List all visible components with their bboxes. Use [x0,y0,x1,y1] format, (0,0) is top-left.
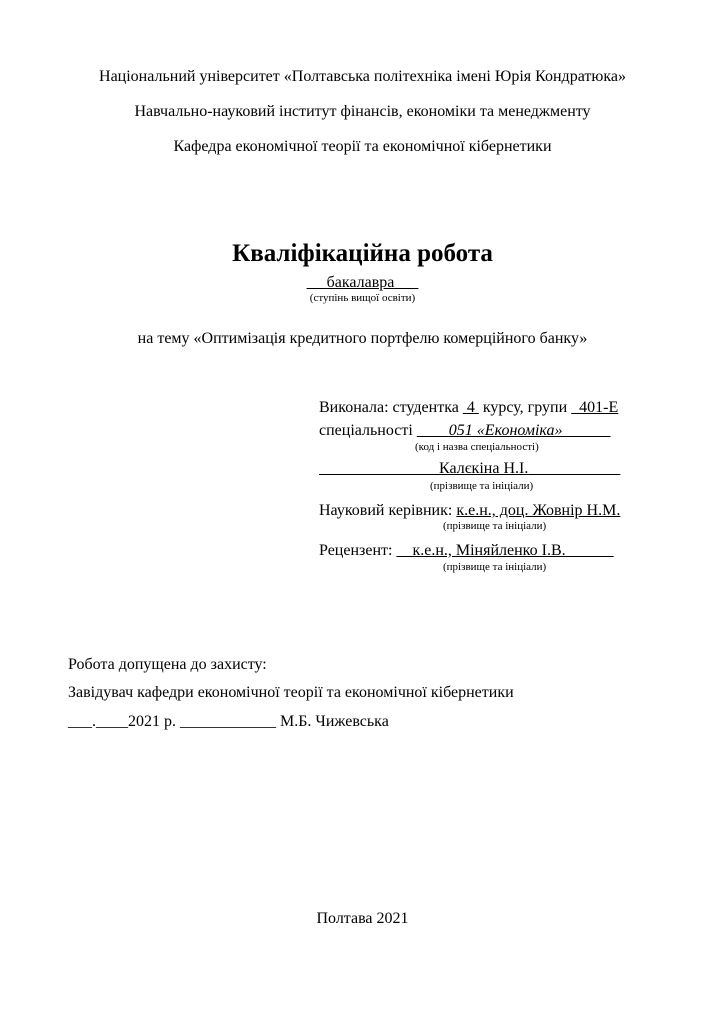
student-name-line [319,460,620,478]
specialty-value: 051 «Економіка» [448,422,563,439]
supervisor-label: Науковий керівник: [319,502,453,519]
supervisor-line [319,502,620,520]
degree-value: бакалавра [326,274,395,291]
department-head-name: М.Б. Чижевська [280,713,389,730]
reviewer-name: к.е.н., Міняйленко І.В. [412,542,566,559]
reviewer-caption: (прізвище та ініціали) [443,561,547,573]
university-name: Національний університет «Полтавська політехніка імені Юрія Кондратюка» [99,68,626,85]
degree [0,274,725,292]
approval-signature-line [68,713,389,731]
thesis-topic: на тему «Оптимізація кредитного портфелю комерційного банку» [137,330,588,347]
department-name: Кафедра економічної теорії та економічної кібернетики [173,138,552,155]
group-value: 401-Е [579,399,619,416]
approval-line-1: Робота допущена до захисту: [68,656,267,673]
student-label: Виконала: студентка [319,399,459,416]
specialty-line [319,422,611,440]
degree-caption: (ступінь вищої освіти) [309,292,416,304]
reviewer-label: Рецензент: [319,542,393,559]
student-name-caption: (прізвище та ініціали) [430,480,534,492]
supervisor-name: к.е.н., доц. Жовнір Н.М. [456,502,621,519]
course-value: 4 [466,399,475,416]
specialty-label: спеціальності [319,422,413,439]
specialty-caption: (код і назва спеціальності) [415,441,539,453]
student-line [319,399,618,417]
city-year: Полтава 2021 [316,910,409,927]
institute-name: Навчально-науковий інститут фінансів, економіки та менеджменту [134,103,591,120]
student-name: Калєкіна Н.І. [439,460,529,477]
page-title: Кваліфікаційна робота [232,240,493,267]
approval-date: ___.____2021 р. ____________ [68,713,276,730]
approval-line-2: Завідувач кафедри економічної теорії та економічної кібернетики [68,684,514,701]
reviewer-line [319,542,614,560]
course-label: курсу, групи [482,399,568,416]
supervisor-caption: (прізвище та ініціали) [443,520,547,532]
